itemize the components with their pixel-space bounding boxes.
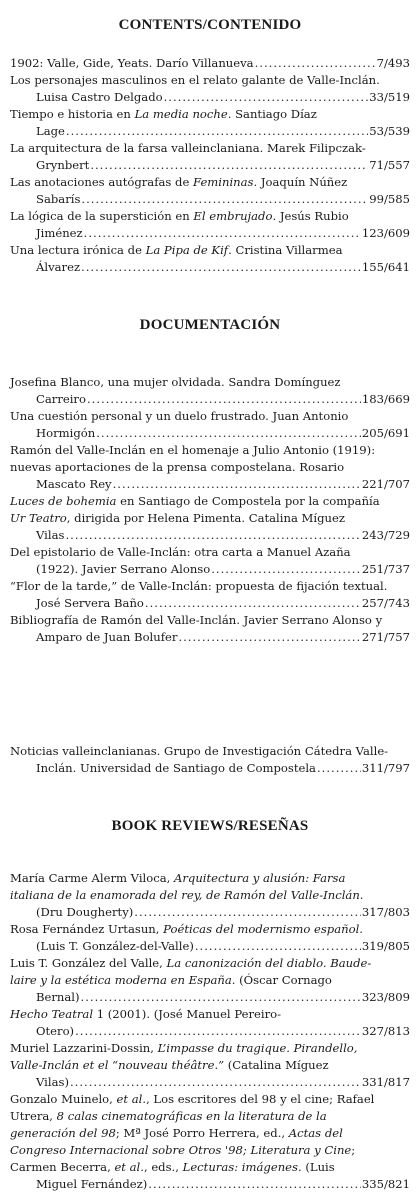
page-number: 317/803 (361, 905, 410, 919)
entry-author: Carreiro (36, 392, 86, 406)
toc-entry (10, 1091, 410, 1193)
entry-author: Jiménez (36, 226, 83, 240)
page-number: 257/743 (361, 596, 410, 610)
leader-dots (81, 989, 361, 1006)
leader-dots (81, 259, 361, 276)
leader-dots (96, 425, 361, 442)
reviews-section (10, 870, 410, 1193)
page-number: 33/519 (369, 90, 410, 104)
toc-entry (10, 374, 410, 408)
toc-entry (10, 242, 410, 276)
entry-title: Del epistolario de Valle-Inclán: otra carta a Manuel Azaña (10, 545, 351, 559)
leader-dots (134, 904, 361, 921)
leader-dots (87, 391, 361, 408)
entry-author: Vilas) (36, 1075, 69, 1089)
page-number: 335/821 (361, 1177, 410, 1191)
toc-entry (10, 544, 410, 578)
leader-dots (145, 595, 361, 612)
entry-title: María Carme Alerm Viloca, Arquitectura y alusión: Farsa italiana de la enamorada del rey, de Ramón del Valle-Inclán. (10, 871, 364, 902)
entry-title: Luces de bohemia en Santiago de Compostela por la compañía Ur Teatro, dirigida por Helena Pimenta. Catalina Míguez (10, 494, 380, 525)
entry-author: Otero) (36, 1024, 75, 1038)
leader-dots (195, 938, 361, 955)
leader-dots (70, 1074, 361, 1091)
leader-dots (255, 55, 376, 72)
entry-author: Grynbert (36, 158, 90, 172)
entry-title: Una cuestión personal y un duelo frustrado. Juan Antonio (10, 409, 349, 423)
entry-author: Amparo de Juan Bolufer (36, 630, 178, 644)
page-number: 53/539 (369, 124, 410, 138)
entry-title: Bibliografía de Ramón del Valle-Inclán. Javier Serrano Alonso y (10, 613, 383, 627)
entry-title: Las anotaciones autógrafas de Femininas. Joaquín Núñez (10, 175, 348, 189)
contents-section (10, 55, 410, 276)
documentacion-heading: DOCUMENTACIÓN (139, 317, 281, 333)
toc-entry (10, 493, 410, 544)
toc-entry (10, 870, 410, 921)
page-number: 251/737 (361, 562, 410, 576)
entry-title: La arquitectura de la farsa valleinclaniana. Marek Filipczak- (10, 141, 366, 155)
leader-dots (75, 1023, 361, 1040)
leader-dots (211, 561, 361, 578)
page-number: 71/557 (369, 158, 410, 172)
entry-title: Luis T. González del Valle, La canonización del diablo. Baude- laire y la estética moderna en España. (Óscar Cornago (10, 956, 372, 987)
entry-author: Vilas (36, 528, 65, 542)
entry-title: Una lectura irónica de La Pipa de Kif. Cristina Villarmea (10, 243, 343, 257)
entry-title: Ramón del Valle-Inclán en el homenaje a Julio Antonio (1919): nuevas aportaciones de la prensa compostelana. Rosario (10, 443, 376, 474)
entry-title: La lógica de la superstición en El embrujado. Jesús Rubio (10, 209, 349, 223)
toc-entry (10, 955, 410, 1006)
page-number: 205/691 (361, 426, 410, 440)
entry-author: (Dru Dougherty) (36, 905, 134, 919)
entry-title: Muriel Lazzarini-Dossin, L’impasse du tragique. Pirandello, Valle-Inclán et el “nouveau théâtre.” (Catalina Míguez (10, 1041, 358, 1072)
leader-dots (113, 476, 361, 493)
page-number: 323/809 (361, 990, 410, 1004)
leader-dots (90, 157, 368, 174)
page-number: 331/817 (361, 1075, 410, 1089)
contents-heading: CONTENTS/CONTENIDO (118, 17, 302, 33)
page-number: 221/707 (361, 477, 410, 491)
toc-entry (10, 1040, 410, 1091)
toc-entry (10, 174, 410, 208)
noticias-section (10, 743, 410, 777)
toc-entry (10, 208, 410, 242)
toc-entry (10, 578, 410, 612)
toc-entry (10, 442, 410, 493)
leader-dots (84, 225, 361, 242)
entry-author: Inclán. Universidad de Santiago de Compostela (36, 761, 316, 775)
page-number: 183/669 (361, 392, 410, 406)
reviews-heading: BOOK REVIEWS/RESEÑAS (111, 818, 309, 834)
entry-title: Tiempo e historia en La media noche. Santiago Díaz (10, 107, 317, 121)
entry-title: Los personajes masculinos en el relato galante de Valle-Inclán. (10, 73, 380, 87)
entry-author: Miguel Fernández) (36, 1177, 148, 1191)
toc-entry (10, 743, 410, 777)
entry-author: Sabarís (36, 192, 81, 206)
documentacion-section (10, 374, 410, 646)
entry-author: Hormigón (36, 426, 96, 440)
toc-entry (10, 612, 410, 646)
page-number: 319/805 (361, 939, 410, 953)
entry-title: Rosa Fernández Urtasun, Poéticas del modernismo español. (10, 922, 363, 936)
leader-dots (317, 760, 361, 777)
toc-entry (10, 55, 410, 72)
leader-dots (178, 629, 360, 646)
page-number: 271/757 (361, 630, 410, 644)
toc-entry (10, 106, 410, 140)
entry-author: Lage (36, 124, 65, 138)
page-number: 327/813 (361, 1024, 410, 1038)
leader-dots (65, 527, 360, 544)
entry-author: (1922). Javier Serrano Alonso (36, 562, 211, 576)
entry-author: José Servera Baño (36, 596, 144, 610)
entry-title: 1902: Valle, Gide, Yeats. Darío Villanueva (10, 56, 254, 70)
entry-author: Bernal) (36, 990, 80, 1004)
page-number: 155/641 (361, 260, 410, 274)
leader-dots (164, 89, 369, 106)
leader-dots (66, 123, 368, 140)
entry-author: (Luis T. González-del-Valle) (36, 939, 194, 953)
toc-entry (10, 140, 410, 174)
entry-title: “Flor de la tarde,” de Valle-Inclán: propuesta de fijación textual. (10, 579, 388, 593)
page-number: 7/493 (376, 56, 410, 70)
leader-dots (148, 1176, 361, 1193)
entry-title: Josefina Blanco, una mujer olvidada. Sandra Domínguez (10, 375, 341, 389)
entry-author: Mascato Rey (36, 477, 112, 491)
toc-entry (10, 1006, 410, 1040)
page-number: 311/797 (361, 761, 410, 775)
page-number: 123/609 (361, 226, 410, 240)
toc-entry (10, 408, 410, 442)
toc-entry (10, 921, 410, 955)
page-number: 99/585 (369, 192, 410, 206)
toc-entry (10, 72, 410, 106)
entry-author: Álvarez (36, 260, 81, 274)
page-number: 243/729 (361, 528, 410, 542)
leader-dots (81, 191, 368, 208)
entry-title: Gonzalo Muinelo, et al., Los escritores del 98 y el cine; Rafael Utrera, 8 calas cinematográficas en la literatura de la generación del 98; Mª José Porro Herrera, ed., Actas del Congreso Internacional sobre Otros '98; Literatura y Cine; Carmen Becerra, et al., eds., Lecturas: imágenes. (Luis (10, 1092, 375, 1174)
entry-title: Hecho Teatral 1 (2001). (José Manuel Pereiro- (10, 1007, 282, 1021)
entry-author: Luisa Castro Delgado (36, 90, 163, 104)
entry-title: Noticias valleinclanianas. Grupo de Investigación Cátedra Valle- (10, 744, 389, 758)
